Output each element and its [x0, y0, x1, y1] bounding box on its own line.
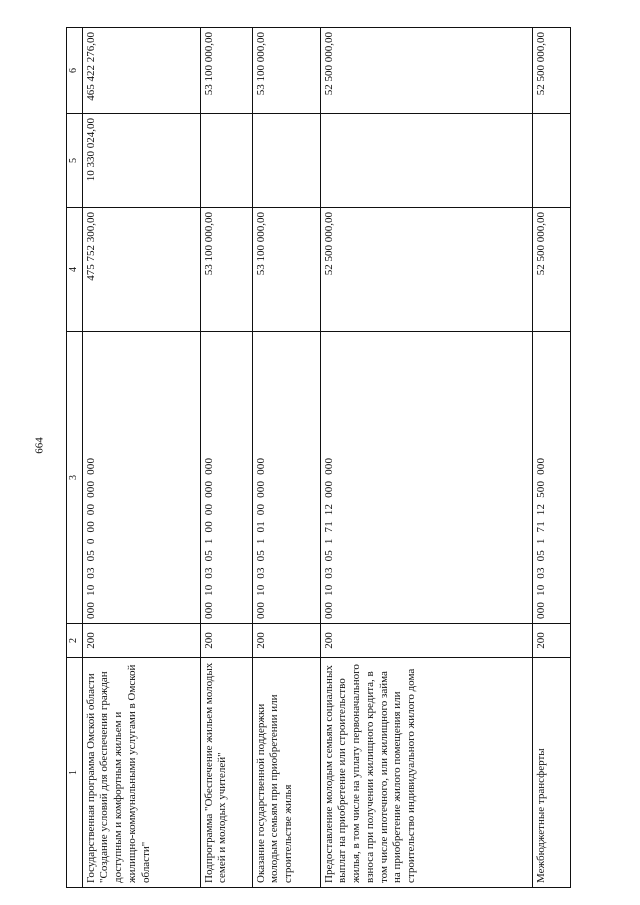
row-col4: 475 752 300,00	[82, 208, 200, 332]
row-classification: 000 10 03 05 1 71 12 000 000	[320, 332, 532, 624]
row-col6: 52 500 000,00	[532, 28, 570, 114]
header-cell: 3	[67, 332, 83, 624]
row-name: Межбюджетные трансферты	[532, 658, 570, 888]
row-col4: 52 500 000,00	[320, 208, 532, 332]
header-cell: 2	[67, 624, 83, 658]
header-cell: 6	[67, 28, 83, 114]
table-row	[320, 28, 532, 888]
row-name: Государственная программа Омской области "Создание условий для обеспечения граждан доступным и комфортным жильем и жилищно-коммунальными услугами в Омской области"	[82, 658, 200, 888]
row-name: Предоставление молодым семьям социальных выплат на приобретение или строительство жилья, в том числе на уплату первоначального взноса при получении жилищного кредита, в том числе ипотечного, или жилищного займа на приобретение жилого помещения или строительство индивидуального жилого дома	[320, 658, 532, 888]
row-col6: 465 422 276,00	[82, 28, 200, 114]
row-col5	[200, 114, 252, 208]
row-classification: 000 10 03 05 1 71 12 500 000	[532, 332, 570, 624]
row-col4: 52 500 000,00	[532, 208, 570, 332]
row-classification: 000 10 03 05 1 00 00 000 000	[200, 332, 252, 624]
row-code: 200	[200, 624, 252, 658]
row-classification: 000 10 03 05 0 00 00 000 000	[82, 332, 200, 624]
row-col5: 10 330 024,00	[82, 114, 200, 208]
row-col4: 53 100 000,00	[252, 208, 320, 332]
row-col5	[252, 114, 320, 208]
row-col6: 53 100 000,00	[252, 28, 320, 114]
row-code: 200	[532, 624, 570, 658]
header-cell: 5	[67, 114, 83, 208]
row-col6: 53 100 000,00	[200, 28, 252, 114]
row-name: Оказание государственной поддержки молодым семьям при приобретении или строительстве жилья	[252, 658, 320, 888]
row-col5	[320, 114, 532, 208]
table-row	[252, 28, 320, 888]
rotated-table-container	[66, 10, 566, 888]
row-code: 200	[82, 624, 200, 658]
table-row	[532, 28, 570, 888]
page-number: 664	[33, 437, 46, 454]
budget-table	[66, 27, 571, 888]
row-code: 200	[252, 624, 320, 658]
header-cell: 1	[67, 658, 83, 888]
header-cell: 4	[67, 208, 83, 332]
row-col6: 52 500 000,00	[320, 28, 532, 114]
table-header-row	[67, 28, 83, 888]
row-classification: 000 10 03 05 1 01 00 000 000	[252, 332, 320, 624]
row-code: 200	[320, 624, 532, 658]
row-name: Подпрограмма "Обеспечение жильем молодых семей и молодых учителей"	[200, 658, 252, 888]
table-row	[200, 28, 252, 888]
row-col5	[532, 114, 570, 208]
table-row	[82, 28, 200, 888]
row-col4: 53 100 000,00	[200, 208, 252, 332]
